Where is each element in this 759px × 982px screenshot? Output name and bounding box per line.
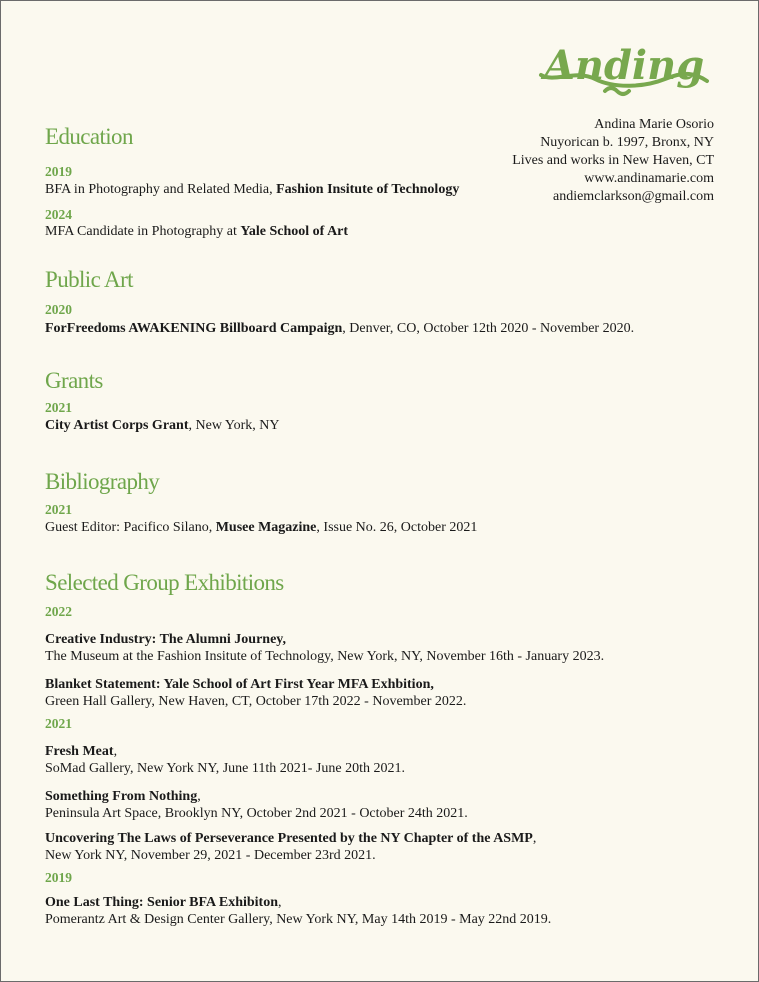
exhibition-item: Uncovering The Laws of Perseverance Presented by the NY Chapter of the ASMP, New York NY, November 29, 2021 - December 23rd 2021. — [45, 831, 537, 863]
public-art-heading: Public Art — [45, 267, 133, 292]
exhibition-details: New York NY, November 29, 2021 - December 23rd 2021. — [45, 848, 376, 863]
exhibition-details: Peninsula Art Space, Brooklyn NY, October 2nd 2021 - October 24th 2021. — [45, 806, 468, 821]
exhibition-item — [45, 676, 466, 710]
contact-location: Lives and works in New Haven, CT — [512, 153, 714, 168]
group-exhibitions-heading: Selected Group Exhibitions — [45, 570, 284, 595]
grants-heading: Grants — [45, 368, 103, 393]
bibliography-year: 2021 — [45, 502, 72, 517]
exhibition-title: One Last Thing: Senior BFA Exhibiton — [45, 895, 279, 910]
contact-name: Andina Marie Osorio — [594, 117, 714, 132]
education-entry: BFA in Photography and Related Media, Fashion Insitute of Technology — [45, 182, 460, 197]
contact-website[interactable]: www.andinamarie.com — [584, 171, 714, 186]
exhibition-title: Something From Nothing — [45, 789, 198, 804]
exhibition-details: Pomerantz Art & Design Center Gallery, New York NY, May 14th 2019 - May 22nd 2019. — [45, 912, 552, 927]
exhibition-details: SoMad Gallery, New York NY, June 11th 2021- June 20th 2021. — [45, 761, 405, 776]
exhibition-item: Something From Nothing, Peninsula Art Space, Brooklyn NY, October 2nd 2021 - October 24th 2021. — [45, 789, 468, 821]
public-art-year: 2020 — [45, 302, 72, 317]
education-entry: MFA Candidate in Photography at Yale School of Art — [45, 224, 349, 239]
exhibition-details: Green Hall Gallery, New Haven, CT, October 17th 2022 - November 2022. — [45, 694, 467, 709]
contact-origin: Nuyorican b. 1997, Bronx, NY — [540, 135, 714, 150]
grants-year: 2021 — [45, 400, 72, 415]
exhibition-item — [45, 631, 604, 665]
exhibition-year: 2021 — [45, 716, 72, 731]
contact-email[interactable]: andiemclarkson@gmail.com — [552, 189, 714, 204]
education-heading: Education — [45, 124, 133, 149]
andina-logo — [535, 39, 713, 105]
contact-block — [512, 116, 714, 206]
bibliography-entry: Guest Editor: Pacifico Silano, Musee Magazine, Issue No. 26, October 2021 — [45, 520, 478, 535]
exhibition-title: Fresh Meat — [45, 744, 114, 759]
svg-text:Anding: Anding — [543, 42, 705, 89]
education-year: 2019 — [45, 164, 72, 179]
exhibition-details: The Museum at the Fashion Insitute of Technology, New York, NY, November 16th - January 2023. — [45, 649, 605, 664]
exhibition-item: Fresh Meat, SoMad Gallery, New York NY, June 11th 2021- June 20th 2021. — [45, 744, 405, 776]
education-year: 2024 — [45, 207, 72, 222]
exhibition-title: Creative Industry: The Alumni Journey, — [45, 632, 287, 647]
exhibition-year: 2019 — [45, 870, 72, 885]
exhibition-item: One Last Thing: Senior BFA Exhibiton, Pomerantz Art & Design Center Gallery, New York NY, May 14th 2019 - May 22nd 2019. — [45, 895, 552, 927]
exhibition-title: Uncovering The Laws of Perseverance Presented by the NY Chapter of the ASMP — [45, 831, 533, 846]
bibliography-heading: Bibliography — [45, 469, 160, 494]
public-art-entry: ForFreedoms AWAKENING Billboard Campaign, Denver, CO, October 12th 2020 - November 2020. — [45, 321, 635, 336]
exhibition-title: Blanket Statement: Yale School of Art First Year MFA Exhbition, — [45, 677, 434, 692]
exhibition-year: 2022 — [45, 604, 72, 619]
grants-entry: City Artist Corps Grant, New York, NY — [45, 418, 280, 433]
